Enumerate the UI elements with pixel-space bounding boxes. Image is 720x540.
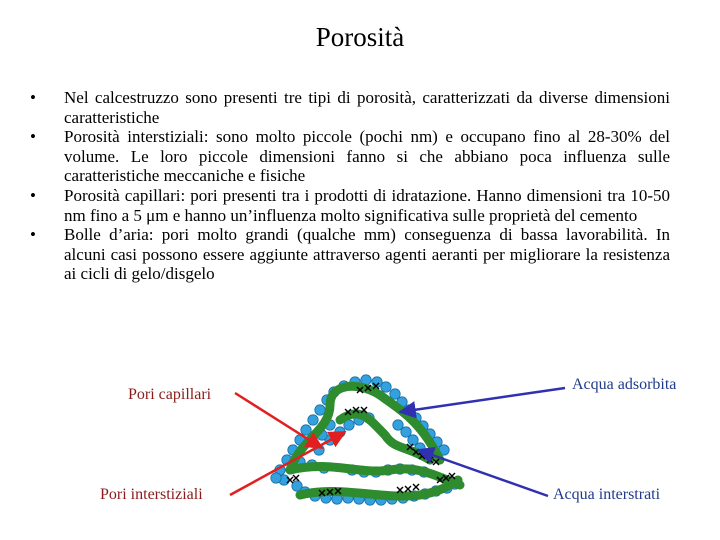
interlayer-water-mark <box>413 484 419 490</box>
water-molecule <box>393 420 403 430</box>
page-title: Porosità <box>315 22 405 52</box>
label-acqua-interstrati: Acqua interstrati <box>553 486 661 503</box>
bullet-text: Bolle d’aria: pori molto grandi (qualche mm) conseguenza di bassa lavorabilità. In alcuni casi possono essere aggiunte attraverso agenti aeranti per migliorare la resistenza ai cicli di gelo/disgelo <box>64 225 670 284</box>
interlayer-water-mark <box>293 475 299 481</box>
bullet-text: Porosità capillari: pori presenti tra i prodotti di idratazione. Hanno dimensioni tra 10-50 nm fino a 5 μm e hanno un’influenza molto significativa sulle proprietà del cemento <box>64 185 670 225</box>
csh-strands <box>290 386 460 496</box>
label-acqua-adsorbita: Acqua adsorbita <box>572 376 677 393</box>
bullet-dot: • <box>30 225 36 245</box>
label-pori-capillari: Pori capillari <box>128 386 212 403</box>
bullet-text: Nel calcestruzzo sono presenti tre tipi di porosità, caratterizzati da diverse dimensioni caratteristiche <box>64 88 670 127</box>
bullet-dot: • <box>30 88 36 107</box>
csh-strand-inner <box>300 480 458 496</box>
water-molecule <box>315 405 325 415</box>
label-pori-interstiziali: Pori interstiziali <box>100 486 203 503</box>
bullet-text: Porosità interstiziali: sono molto piccole (pochi nm) e occupano fino al 28-30% del volume. Le loro piccole dimensioni fanno si che abbiano poca influenza sulle caratteristiche meccaniche e fisiche <box>64 127 670 186</box>
interlayer-water-mark <box>405 486 411 492</box>
water-molecule <box>308 415 318 425</box>
arrow-acqua-adsorbita <box>400 388 565 412</box>
water-molecule <box>381 382 391 392</box>
water-molecule <box>271 473 281 483</box>
bullet-dot: • <box>30 127 36 147</box>
bullet-dot: • <box>30 185 36 205</box>
